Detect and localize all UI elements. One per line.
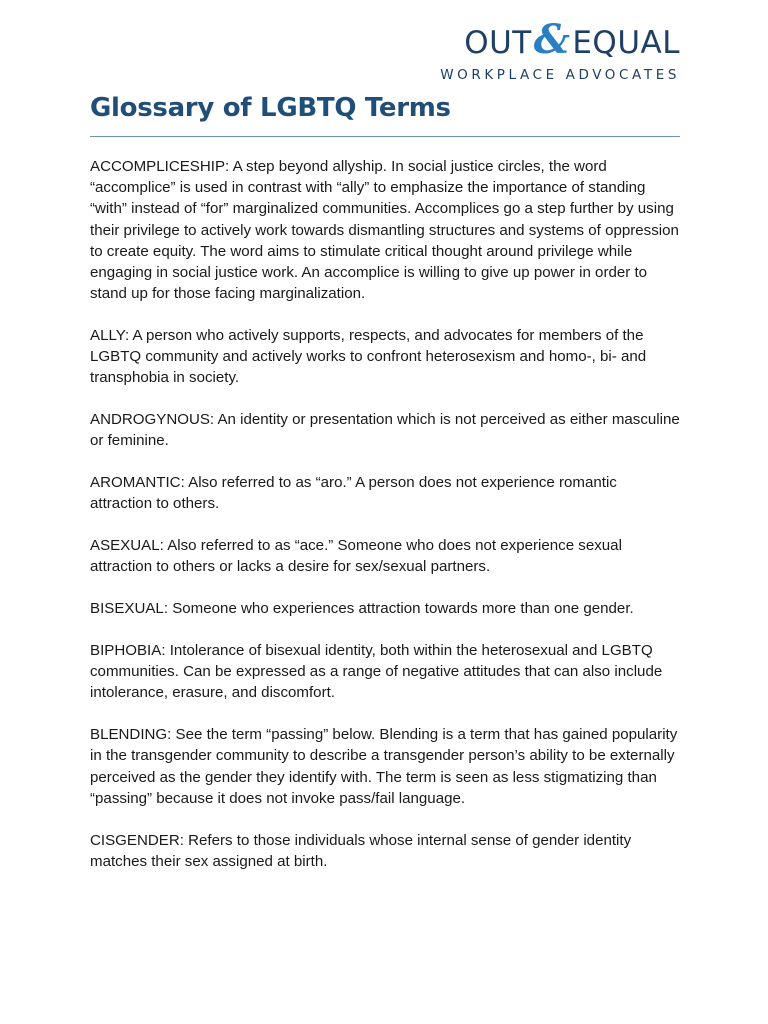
glossary-term: BIPHOBIA [90, 642, 162, 660]
logo-tagline: WORKPLACE ADVOCATES [440, 67, 680, 83]
logo-ampersand: & [533, 16, 571, 63]
logo-word-out: OUT [464, 25, 532, 61]
glossary-definition: Also referred to as “ace.” Someone who does not experience sexual attraction to others or lacks a desire for sex/sexual partners. [90, 537, 622, 576]
glossary-term: ASEXUAL: [90, 537, 164, 555]
glossary-definition: An identity or presentation which is not perceived as either masculine or feminine. [90, 411, 680, 450]
glossary-entry-cisgender [90, 830, 680, 872]
glossary-definition: : Refers to those individuals whose internal sense of gender identity matches their sex assigned at birth. [90, 831, 632, 870]
glossary-entry-blending [90, 724, 680, 809]
glossary-definition: A step beyond allyship. In social justice circles, the word “accomplice” is used in contrast with “ally” to emphasize the importance of standing “with” instead of “for” marginalized communities. Accomplices go a step further by using their privilege to actively work towards dismantling structures and systems of oppression to create equity. The word aims to stimulate critical thought around privilege while engaging in social justice work. An accomplice is willing to give up power in order to stand up for those facing marginalization. [90, 158, 679, 303]
glossary-term: BLENDING [90, 726, 168, 744]
glossary-term: CISGENDER [90, 831, 180, 849]
glossary-entry-bisexual [90, 598, 680, 619]
logo-word-equal: EQUAL [572, 25, 680, 61]
glossary-entry-asexual [90, 535, 680, 577]
glossary-entry-androgynous [90, 409, 680, 451]
logo-wordmark [464, 16, 680, 64]
glossary-definition: Also referred to as “aro.” A person does not experience romantic attraction to others. [90, 474, 617, 513]
glossary-term: ANDROGYNOUS: [90, 411, 215, 429]
glossary-definition: : Intolerance of bisexual identity, both within the heterosexual and LGBTQ communities. Can be expressed as a range of negative attitudes that can also include intolerance, erasure, and discomfort. [90, 642, 663, 702]
page-title: Glossary of LGBTQ Terms [90, 93, 451, 123]
glossary-term: BISEXUAL: [90, 600, 169, 618]
glossary-definition: : A person who actively supports, respects, and advocates for members of the LGBTQ community and actively works to confront heterosexism and homo-, bi- and transphobia in society. [90, 327, 647, 387]
glossary-definition: : See the term “passing” below. Blending is a term that has gained popularity in the transgender community to describe a transgender person’s ability to be externally perceived as the gender they identify with. The term is seen as less stigmatizing than “passing” because it does not invoke pass/fail language. [90, 726, 678, 807]
glossary-entry-accompliceship [90, 156, 680, 304]
glossary-entry-aromantic [90, 472, 680, 514]
glossary-definition: Someone who experiences attraction towards more than one gender. [168, 600, 634, 618]
out-and-equal-logo [440, 16, 680, 86]
glossary-term: ACCOMPLICESHIP: [90, 158, 230, 175]
glossary-term: ALLY [90, 327, 125, 345]
glossary-term: AROMANTIC: [90, 474, 185, 492]
glossary-entry-ally [90, 325, 680, 389]
glossary-list [90, 156, 680, 893]
glossary-entry-biphobia [90, 640, 680, 704]
title-divider [90, 136, 680, 137]
